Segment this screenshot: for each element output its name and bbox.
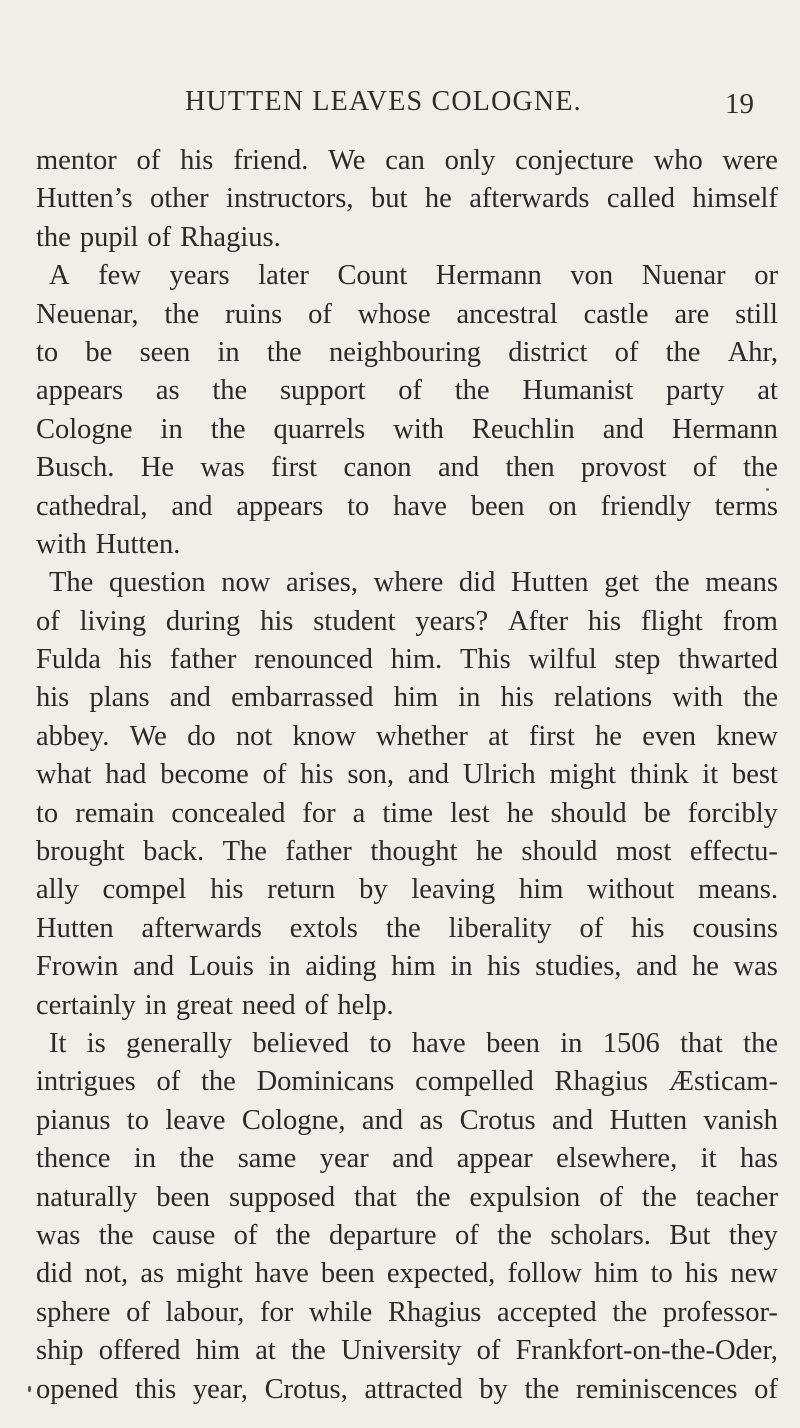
- text-line: thence in the same year and appear elsewhere, it has: [36, 1143, 778, 1175]
- text-line: ship offered him at the University of Frankfort-on-the-Oder,: [36, 1335, 778, 1367]
- text-line: Hutten afterwards extols the liberality of his cousins: [36, 912, 778, 944]
- text-line: Busch. He was first canon and then provost of the: [36, 452, 778, 484]
- running-title: HUTTEN LEAVES COLOGNE.: [185, 86, 582, 117]
- text-line: Frowin and Louis in aiding him in his studies, and he was: [36, 951, 778, 983]
- page-number: 19: [725, 88, 754, 120]
- paper-speck: [766, 488, 769, 491]
- text-line: to remain concealed for a time lest he should be forcibly: [36, 797, 778, 829]
- text-line: the pupil of Rhagius.: [36, 221, 281, 253]
- text-line: did not, as might have been expected, follow him to his new: [36, 1258, 778, 1290]
- text-line: his plans and embarrassed him in his relations with the: [36, 682, 778, 714]
- text-line: with Hutten.: [36, 528, 181, 560]
- text-line: Neuenar, the ruins of whose ancestral castle are still: [36, 298, 778, 330]
- text-line: to be seen in the neighbouring district of the Ahr,: [36, 336, 778, 368]
- text-line: of living during his student years? After his flight from: [36, 605, 778, 637]
- text-line: was the cause of the departure of the scholars. But they: [36, 1219, 778, 1251]
- text-line: appears as the support of the Humanist party at: [36, 375, 778, 407]
- text-line: mentor of his friend. We can only conjecture who were: [36, 145, 778, 176]
- text-line: ally compel his return by leaving him without means.: [36, 874, 778, 906]
- text-line: The question now arises, where did Hutten get the means: [49, 567, 778, 599]
- paper-speck: [28, 1386, 31, 1392]
- text-line: opened this year, Crotus, attracted by the reminiscences of: [36, 1373, 778, 1405]
- text-line: pianus to leave Cologne, and as Crotus and Hutten vanish: [36, 1104, 778, 1136]
- text-line: A few years later Count Hermann von Nuenar or: [49, 260, 778, 292]
- body-text: [36, 142, 778, 1409]
- text-line: Hutten’s other instructors, but he afterwards called himself: [36, 183, 778, 215]
- text-line: what had become of his son, and Ulrich might think it best: [36, 759, 778, 791]
- text-line: intrigues of the Dominicans compelled Rhagius Æsticam-: [36, 1066, 778, 1098]
- text-line: naturally been supposed that the expulsion of the teacher: [36, 1181, 778, 1213]
- text-line: It is generally believed to have been in 1506 that the: [49, 1027, 778, 1059]
- text-line: Cologne in the quarrels with Reuchlin and Hermann: [36, 413, 778, 445]
- text-line: Fulda his father renounced him. This wilful step thwarted: [36, 644, 778, 676]
- text-line: brought back. The father thought he should most effectu-: [36, 836, 778, 868]
- text-line: cathedral, and appears to have been on friendly terms: [36, 490, 778, 522]
- text-line: abbey. We do not know whether at first he even knew: [36, 720, 778, 752]
- text-line: certainly in great need of help.: [36, 989, 394, 1021]
- text-line: sphere of labour, for while Rhagius accepted the professor-: [36, 1296, 778, 1328]
